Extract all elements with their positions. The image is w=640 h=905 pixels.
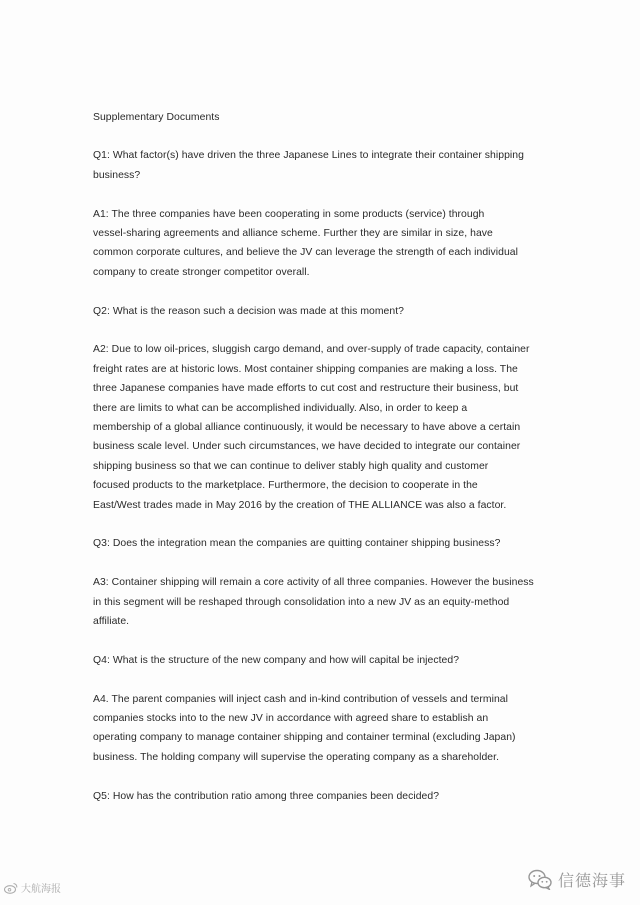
text-line: vessel-sharing agreements and alliance scheme. Further they are similar in size, have <box>93 228 493 240</box>
text-line: business? <box>93 169 141 181</box>
text-line: A1: The three companies have been cooperating in some products (service) through <box>93 208 485 220</box>
text-line: Q1: What factor(s) have driven the three Japanese Lines to integrate their container shipping <box>93 150 524 162</box>
text-line: business scale level. Under such circumstances, we have decided to integrate our container <box>93 441 521 453</box>
text-line: operating company to manage container shipping and container terminal (excluding Japan) <box>93 732 516 744</box>
watermark-left-text: 大航海报 <box>21 884 61 895</box>
text-line: freight rates are at historic lows. Most container shipping companies are making a loss. The <box>93 363 518 375</box>
text-line: Q4: What is the structure of the new company and how will capital be injected? <box>93 654 460 666</box>
text-line: shipping business so that we can continue to deliver stably high quality and customer <box>93 460 489 472</box>
watermark-left <box>4 880 61 895</box>
text-line: East/West trades made in May 2016 by the creation of THE ALLIANCE was also a factor. <box>93 499 507 511</box>
question-4 <box>93 651 563 670</box>
document-body <box>93 108 563 825</box>
document-title: Supplementary Documents <box>93 112 220 123</box>
text-line: Q5: How has the contribution ratio among three companies been decided? <box>93 790 440 802</box>
text-line: focused products to the marketplace. Furthermore, the decision to cooperate in the <box>93 480 478 492</box>
text-line: three Japanese companies have made efforts to cut cost and restructure their business, but <box>93 383 519 395</box>
answer-1 <box>93 205 563 283</box>
text-line: Q3: Does the integration mean the companies are quitting container shipping business? <box>93 538 501 550</box>
text-line: business. The holding company will supervise the operating company as a shareholder. <box>93 751 500 763</box>
text-line: company to create stronger competitor overall. <box>93 266 310 278</box>
text-line: common corporate cultures, and believe the JV can leverage the strength of each individual <box>93 247 518 259</box>
text-line: Q2: What is the reason such a decision was made at this moment? <box>93 305 404 317</box>
watermark-right-text: 信德海事 <box>557 873 626 890</box>
question-1 <box>93 146 563 185</box>
text-line: companies stocks into to the new JV in accordance with agreed share to establish an <box>93 713 489 725</box>
question-2 <box>93 302 563 321</box>
text-line: A4. The parent companies will inject cash and in-kind contribution of vessels and terminal <box>93 693 508 705</box>
text-line: affiliate. <box>93 616 130 628</box>
question-3 <box>93 534 563 553</box>
answer-2 <box>93 340 563 515</box>
question-5 <box>93 787 563 806</box>
answer-3 <box>93 573 563 631</box>
text-line: there are limits to what can be accomplished individually. Also, in order to keep a <box>93 402 468 414</box>
text-line: membership of a global alliance continuously, it would be necessary to have above a certain <box>93 422 521 434</box>
answer-4 <box>93 690 563 768</box>
weibo-icon <box>4 882 18 894</box>
wechat-icon <box>528 869 552 890</box>
text-line: A2: Due to low oil-prices, sluggish cargo demand, and over-supply of trade capacity, container <box>93 344 530 356</box>
text-line: A3: Container shipping will remain a core activity of all three companies. However the business <box>93 577 534 589</box>
text-line: in this segment will be reshaped through consolidation into a new JV as an equity-method <box>93 596 510 608</box>
watermark-right <box>528 868 626 891</box>
